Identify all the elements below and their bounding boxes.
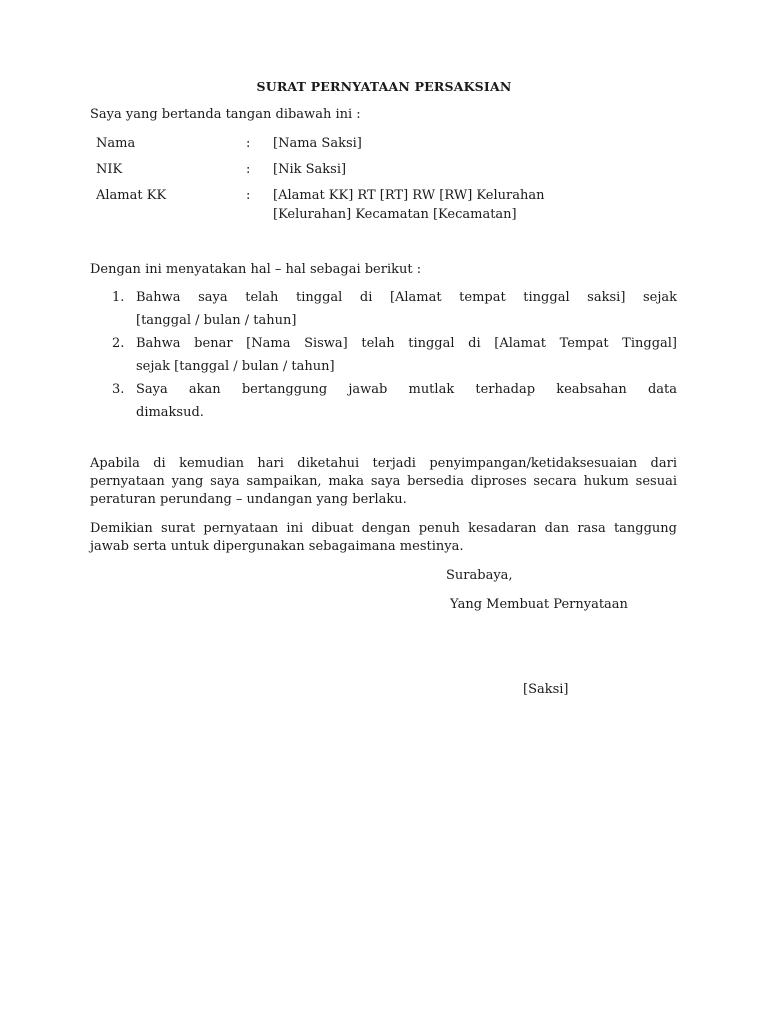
list-item-3-line2: dimaksud. xyxy=(136,405,204,420)
field-label-nama: Nama xyxy=(96,136,136,151)
field-value-nama: [Nama Saksi] xyxy=(273,136,362,151)
field-label-alamat: Alamat KK xyxy=(96,188,167,203)
field-value-alamat-line1: [Alamat KK] RT [RT] RW [RW] Kelurahan xyxy=(273,188,545,203)
list-number: 3. xyxy=(112,382,125,397)
list-number: 1. xyxy=(112,290,125,305)
paragraph-consequence: Apabila di kemudian hari diketahui terjadi penyimpangan/ketidaksesuaian dari pernyataan yang saya sampaikan, maka saya bersedia diproses secara hukum sesuai peraturan perundang – undangan yang berlaku. xyxy=(90,456,677,507)
field-colon: : xyxy=(246,162,251,177)
field-value-nik: [Nik Saksi] xyxy=(273,162,347,177)
field-colon: : xyxy=(246,188,251,203)
field-label-nik: NIK xyxy=(96,162,123,177)
list-item-1-line2: [tanggal / bulan / tahun] xyxy=(136,313,297,328)
signatory-name: [Saksi] xyxy=(523,682,569,697)
document-title: SURAT PERNYATAAN PERSAKSIAN xyxy=(256,79,512,94)
list-item-1-line1: Bahwa saya telah tinggal di [Alamat tempat tinggal saksi] sejak xyxy=(136,290,677,305)
list-number: 2. xyxy=(112,336,125,351)
list-item-2-line1: Bahwa benar [Nama Siswa] telah tinggal di [Alamat Tempat Tinggal] xyxy=(136,336,677,351)
statement-intro: Dengan ini menyatakan hal – hal sebagai berikut : xyxy=(90,262,422,277)
list-item-3-line1: Saya akan bertanggung jawab mutlak terhadap keabsahan data xyxy=(136,382,677,397)
field-value-alamat-line2: [Kelurahan] Kecamatan [Kecamatan] xyxy=(273,207,517,222)
intro-text: Saya yang bertanda tangan dibawah ini : xyxy=(90,107,361,122)
field-colon: : xyxy=(246,136,251,151)
signature-title: Yang Membuat Pernyataan xyxy=(450,597,628,612)
list-item-2-line2: sejak [tanggal / bulan / tahun] xyxy=(136,359,335,374)
paragraph-closing: Demikian surat pernyataan ini dibuat dengan penuh kesadaran dan rasa tanggung jawab serta untuk dipergunakan sebagaimana mestinya. xyxy=(90,521,677,554)
signature-city: Surabaya, xyxy=(446,568,513,583)
